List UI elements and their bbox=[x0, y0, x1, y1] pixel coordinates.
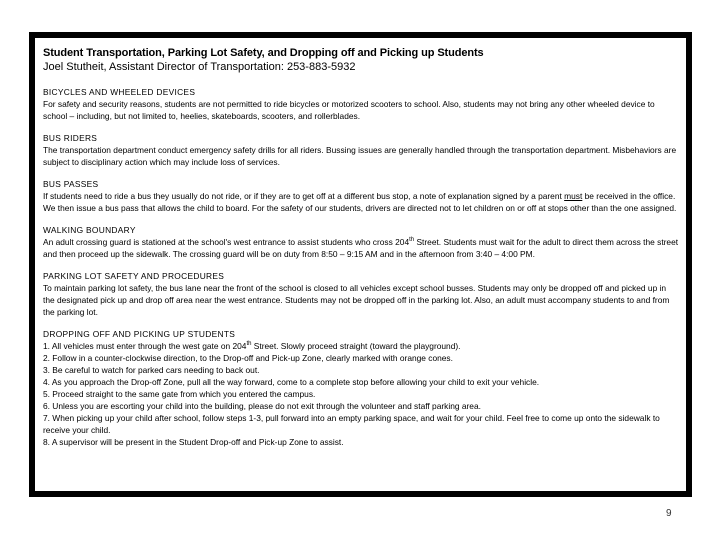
body-text: be received in the office. We then issue a bus pass that allows the child to board. For the safety of our students, drivers are directed not to let children on or off at stops other than the one assigned. bbox=[43, 191, 677, 213]
step-item: 5. Proceed straight to the same gate from which you entered the campus. bbox=[43, 389, 316, 399]
section-bus-riders bbox=[43, 133, 680, 168]
contact-line: Joel Stutheit, Assistant Director of Transportation: 253-883-5932 bbox=[43, 61, 356, 73]
section-title: DROPPING OFF AND PICKING UP STUDENTS bbox=[43, 329, 236, 339]
step-text: Street. Slowly proceed straight (toward the playground). bbox=[251, 341, 461, 351]
section-body: For safety and security reasons, students are not permitted to ride bicycles or motorized scooters to school. Also, students may not bring any other wheeled device to school – including, but not limited to, heelies, skateboards, scooters, and rollerblades. bbox=[43, 99, 655, 121]
body-text: An adult crossing guard is stationed at the school's west entrance to assist students who cross 204 bbox=[43, 237, 410, 247]
page-number: 9 bbox=[666, 508, 672, 519]
section-bicycles bbox=[43, 87, 680, 122]
section-title: BICYCLES AND WHEELED DEVICES bbox=[43, 87, 196, 97]
document-content bbox=[43, 47, 680, 459]
section-body: To maintain parking lot safety, the bus lane near the front of the school is closed to all vehicles except school busses. Students may only be dropped off and picked up in the designated pick up and drop off area near the west entrance. Students may not be dropped off in the parking lot. Also, an adult must accompany students to and from the parking lot. bbox=[43, 283, 670, 317]
section-title: PARKING LOT SAFETY AND PROCEDURES bbox=[43, 271, 225, 281]
body-text: Street. Students must wait for the adult to direct them across the street and then proceed up the sidewalk. The crossing guard will be on duty from 8:50 – 9:15 AM and in the afternoon from 3:40 – 4:00 PM. bbox=[43, 237, 679, 259]
step-item bbox=[43, 340, 680, 352]
section-title: BUS PASSES bbox=[43, 179, 99, 189]
step-item: 6. Unless you are escorting your child into the building, please do not exit through the volunteer and staff parking area. bbox=[43, 401, 481, 411]
step-item: 2. Follow in a counter-clockwise direction, to the Drop-off and Pick-up Zone, clearly marked with orange cones. bbox=[43, 353, 453, 363]
section-dropoff-pickup bbox=[43, 329, 680, 448]
document-frame bbox=[29, 32, 692, 497]
ordinal-suffix: th bbox=[409, 237, 415, 244]
step-item: 8. A supervisor will be present in the Student Drop-off and Pick-up Zone to assist. bbox=[43, 437, 344, 447]
step-item: 7. When picking up your child after school, follow steps 1-3, pull forward into an empty parking space, and wait for your child. Feel free to come up onto the sidewalk to receive your child. bbox=[43, 413, 660, 435]
section-title: BUS RIDERS bbox=[43, 133, 98, 143]
section-bus-passes bbox=[43, 179, 680, 214]
step-text: 1. All vehicles must enter through the west gate on 204 bbox=[43, 341, 247, 351]
step-item: 3. Be careful to watch for parked cars needing to back out. bbox=[43, 365, 260, 375]
section-walking-boundary bbox=[43, 225, 680, 260]
underlined-word: must bbox=[564, 191, 583, 201]
section-body bbox=[43, 190, 680, 214]
step-item: 4. As you approach the Drop-off Zone, pull all the way forward, come to a complete stop before allowing your child to exit your vehicle. bbox=[43, 377, 540, 387]
steps-list bbox=[43, 340, 680, 448]
body-text: If students need to ride a bus they usually do not ride, or if they are to get off at a different bus stop, a note of explanation signed by a parent bbox=[43, 191, 565, 201]
section-title: WALKING BOUNDARY bbox=[43, 225, 136, 235]
page-title: Student Transportation, Parking Lot Safety, and Dropping off and Picking up Students bbox=[43, 47, 484, 59]
ordinal-suffix: th bbox=[246, 341, 252, 348]
section-parking-lot bbox=[43, 271, 680, 318]
section-body bbox=[43, 236, 680, 260]
section-body: The transportation department conduct emergency safety drills for all riders. Bussing issues are generally handled through the transportation department. Misbehaviors are subject to disciplinary action which may include loss of services. bbox=[43, 145, 677, 167]
